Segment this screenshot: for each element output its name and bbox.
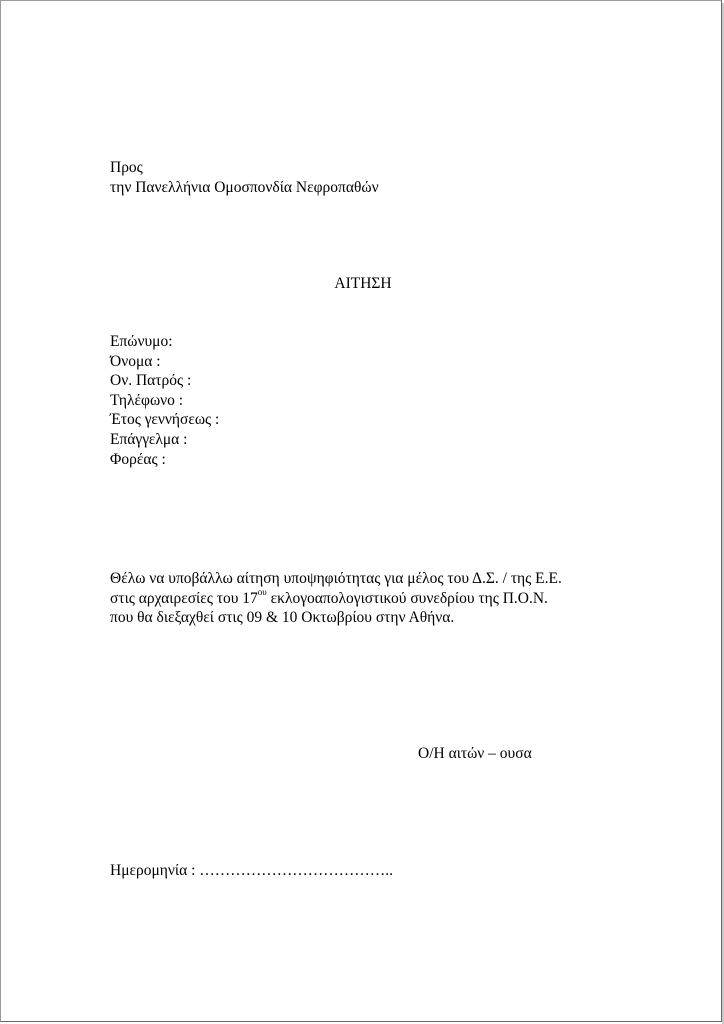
- recipient-block: [110, 158, 379, 197]
- document-title: ΑΙΤΗΣΗ: [334, 275, 392, 292]
- statement-line-3: που θα διεξαχθεί στις 09 & 10 Οκτωβρίου στην Αθήνα.: [110, 609, 455, 627]
- applicant-fields: [110, 332, 219, 469]
- field-birth-year: Έτος γεννήσεως :: [110, 411, 220, 429]
- recipient-prefix: Προς: [110, 159, 143, 176]
- statement-line-2-end: εκλογοαπολογιστικού συνεδρίου της Π.Ο.Ν.: [266, 589, 548, 607]
- field-organization: Φορέας :: [110, 450, 166, 468]
- field-surname: Επώνυμο:: [110, 333, 173, 350]
- field-phone: Τηλέφωνο :: [110, 391, 184, 409]
- recipient-organization: την Πανελλήνια Ομοσπονδία Νεφροπαθών: [110, 178, 379, 196]
- field-first-name: Όνομα :: [110, 352, 161, 370]
- field-father-name: Ον. Πατρός :: [110, 372, 192, 390]
- ordinal-superscript: ου: [257, 587, 267, 598]
- application-statement: [110, 569, 618, 628]
- date-line: Ημερομηνία : ………………………………..: [110, 862, 394, 879]
- statement-line-1: Θέλω να υποβάλλω αίτηση υποψηφιότητας για μέλος του Δ.Σ. / της Ε.Ε.: [110, 570, 562, 587]
- field-profession: Επάγγελμα :: [110, 430, 188, 448]
- signature-label: Ο/Η αιτών – ουσα: [418, 745, 532, 762]
- statement-line-2: [110, 589, 618, 609]
- statement-line-2-start: στις αρχαιρεσίες του 17: [110, 589, 258, 607]
